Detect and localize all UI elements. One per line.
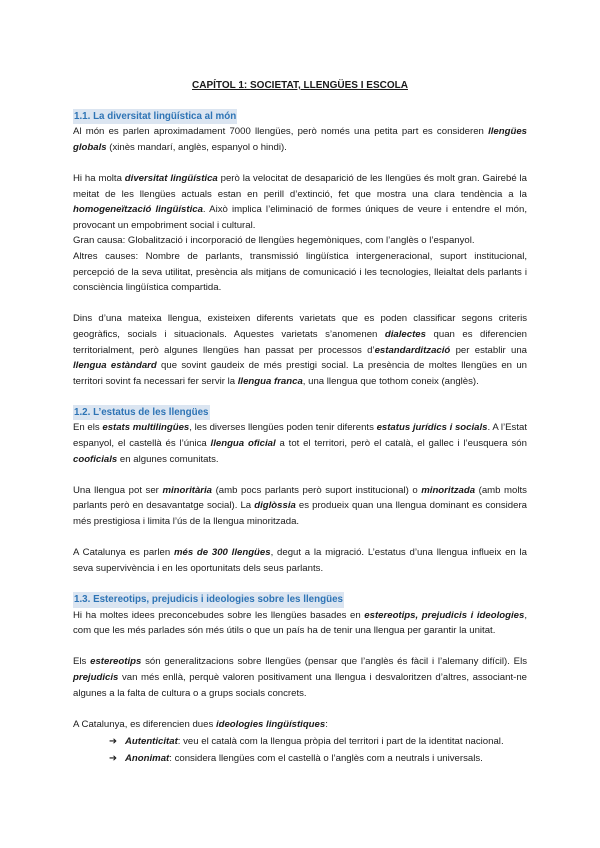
key-term: dialectes — [384, 328, 426, 340]
list-item: ➔ Anonimat: considera llengües com el castellà o l’anglès com a neutrals i universals. — [109, 751, 527, 767]
key-term: diglòssia — [254, 500, 296, 512]
section-heading: 1.3. Estereotips, prejudicis i ideologies sobre les llengües — [73, 592, 344, 608]
chapter-title: CAPÍTOL 1: SOCIETAT, LLENGÜES I ESCOLA — [192, 80, 408, 91]
paragraph: Una llengua pot ser minoritària (amb pocs parlants però suport institucional) o minoritzada (amb molts parlants però en desavantatge social). La diglòssia es produeix quan una llengua dominant es considera més prestigiosa i limita l’ús de la llengua minoritzada. — [73, 484, 527, 528]
key-term: estereotips — [90, 656, 142, 668]
paragraph: En els estats multilingües, les diverses llengües poden tenir diferents estatus jurídics i socials. A l’Estat espanyol, el castellà és l’única llengua oficial a tot el territori, però el català, el gallec i l’eusquera són cooficials en algunes comunitats. — [73, 422, 527, 465]
section-heading: 1.2. L’estatus de les llengües — [73, 405, 210, 421]
paragraph: Hi ha molta diversitat lingüística però la velocitat de desaparició de les llengües és molt gran. Gairebé la meitat de les llengües actuals estan en perill d’extinció, fet que mostra una clara tendència a la homogeneïtzació lingüística. Això implica l’eliminació de formes úniques de veure i entendre el món, provocant un empobriment social i cultural. — [73, 172, 527, 231]
list-item: ➔ Autenticitat: veu el català com la llengua pròpia del territori i part de la identitat nacional. — [109, 734, 527, 750]
paragraph: Hi ha moltes idees preconcebudes sobre les llengües basades en estereotips, prejudicis i ideologies, com que les més parlades són més útils o que un país ha de tenir una llengua per garantir la unitat. — [73, 609, 527, 637]
section-heading: 1.1. La diversitat lingüística al món — [73, 109, 237, 125]
section-1-1 — [73, 109, 527, 390]
key-term: llengua oficial — [210, 438, 276, 450]
key-term: cooficials — [73, 453, 118, 465]
paragraph: Dins d’una mateixa llengua, existeixen diferents varietats que es poden classificar segons criteris geogràfics, socials i situacionals. Aquestes varietats s’anomenen dialectes quan es diferencien territorialment, però algunes llengües han passat per processos d’estandardització per establir una llengua estàndard que sovint gaudeix de més prestigi social. La presència de moltes llengües en un territori sovint fa necessari fer servir la llengua franca, una llengua que tothom coneix (anglès). — [73, 313, 527, 387]
key-term: més de 300 llengües — [173, 547, 271, 559]
key-term: ideologies lingüístiques — [215, 718, 326, 730]
key-term: estatus jurídics i socials — [376, 422, 488, 434]
key-term: Autenticitat — [125, 736, 178, 748]
arrow-right-icon: ➔ — [109, 736, 118, 748]
section-1-2 — [73, 405, 527, 577]
key-term: estandardització — [374, 344, 451, 356]
section-1-3 — [73, 592, 527, 767]
paragraph: Al món es parlen aproximadament 7000 llengües, però només una petita part es consideren llengües globals (xinès mandarí, anglès, espanyol o hindi). — [73, 126, 527, 153]
key-term: llengua estàndard — [73, 360, 157, 372]
key-term: minoritària — [162, 484, 213, 496]
key-term: homogeneïtzació lingüística — [73, 204, 203, 216]
paragraph: Altres causes: Nombre de parlants, transmissió lingüística intergeneracional, suport institucional, percepció de la seva utilitat, presència als mitjans de comunicació i les tecnologies, lleialtat dels parlants i consciència lingüística compartida. — [73, 250, 527, 294]
key-term: prejudicis — [73, 671, 119, 683]
key-term: estereotips, prejudicis i ideologies — [364, 609, 525, 621]
key-term: llengua franca — [237, 375, 303, 387]
paragraph: A Catalunya es parlen més de 300 llengües, degut a la migració. L’estatus d’una llengua influeix en la seva supervivència i en les oportunitats dels seus parlants. — [73, 547, 527, 574]
key-term: Anonimat — [125, 752, 170, 764]
ideologies-list — [73, 734, 527, 766]
paragraph: Els estereotips són generalitzacions sobre llengües (pensar que l’anglès és fàcil i l’alemany difícil). Els prejudicis van més enllà, perquè valoren positivament una llengua i desvaloritzen d’altres, associant-ne algunes a la falta de cultura o a grups socials concrets. — [73, 656, 527, 699]
paragraph: A Catalunya, es diferencien dues ideologies lingüístiques: — [73, 718, 328, 730]
key-term: llengües globals — [73, 126, 527, 153]
key-term: estats multilingües — [102, 422, 190, 434]
key-term: minoritzada — [421, 484, 476, 496]
arrow-right-icon: ➔ — [109, 752, 118, 764]
key-term: diversitat lingüística — [124, 172, 218, 184]
paragraph: Gran causa: Globalització i incorporació de llengües hegemòniques, com l’anglès o l’espanyol. — [73, 235, 475, 247]
